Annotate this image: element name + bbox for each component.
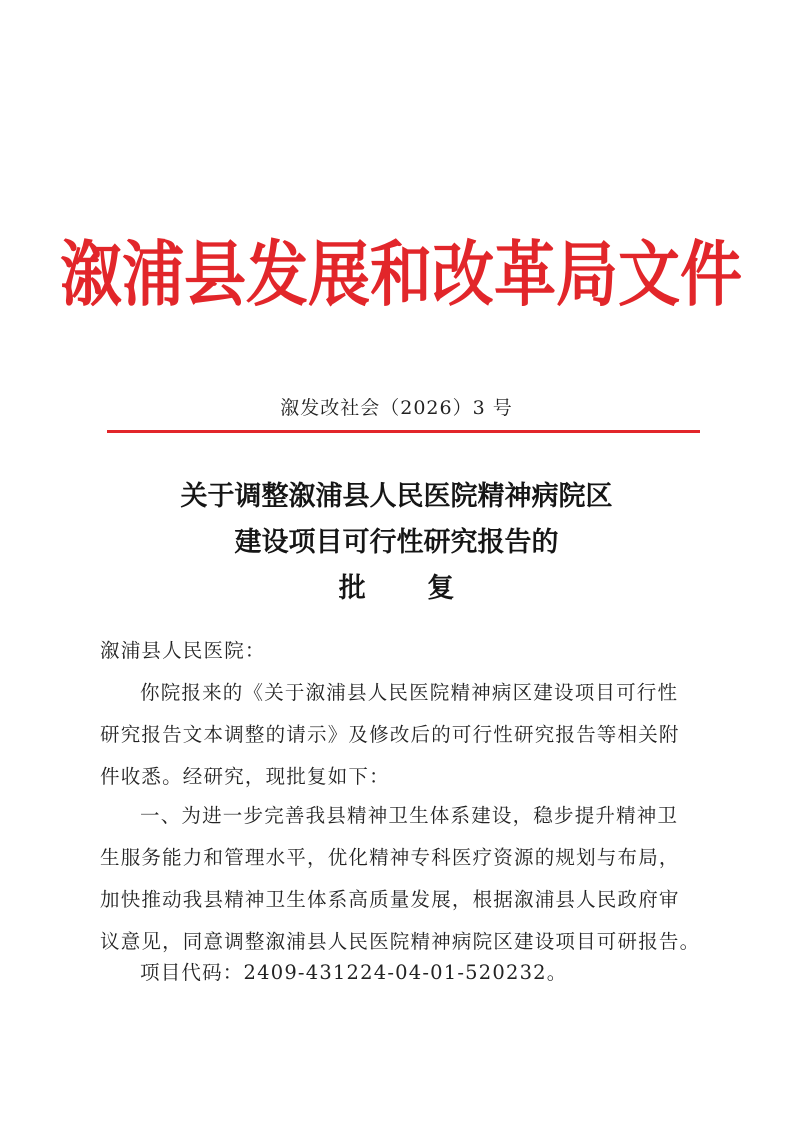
document-title-line-1: 关于调整溆浦县人民医院精神病院区 — [180, 481, 613, 512]
paragraph-approval — [100, 801, 705, 969]
masthead-title: 溆浦县发展和改革局文件 — [60, 232, 743, 317]
document-title-line-3: 批 复 — [338, 573, 481, 604]
project-code — [100, 958, 705, 1000]
paragraph-line: 研究报告文本调整的请示》及修改后的可行性研究报告等相关附 — [100, 723, 680, 746]
salutation: 溆浦县人民医院： — [100, 639, 266, 662]
paragraph-line: 你院报来的《关于溆浦县人民医院精神病区建设项目可行性 — [140, 681, 679, 704]
document-number: 溆发改社会（2026）3 号 — [280, 397, 513, 419]
paragraph-line: 加快推动我县精神卫生体系高质量发展，根据溆浦县人民政府审 — [100, 888, 680, 911]
red-divider-line — [107, 430, 700, 433]
paragraph-line: 件收悉。经研究，现批复如下： — [100, 765, 390, 788]
project-code-line: 项目代码：2409-431224-04-01-520232。 — [140, 961, 568, 984]
paragraph-line: 生服务能力和管理水平，优化精神专科医疗资源的规划与布局， — [100, 846, 680, 869]
document-title-line-2: 建设项目可行性研究报告的 — [234, 527, 559, 558]
paragraph-line: 议意见，同意调整溆浦县人民医院精神病院区建设项目可研报告。 — [100, 930, 701, 953]
paragraph-request — [100, 678, 705, 804]
paragraph-line: 一、为进一步完善我县精神卫生体系建设，稳步提升精神卫 — [140, 804, 679, 827]
